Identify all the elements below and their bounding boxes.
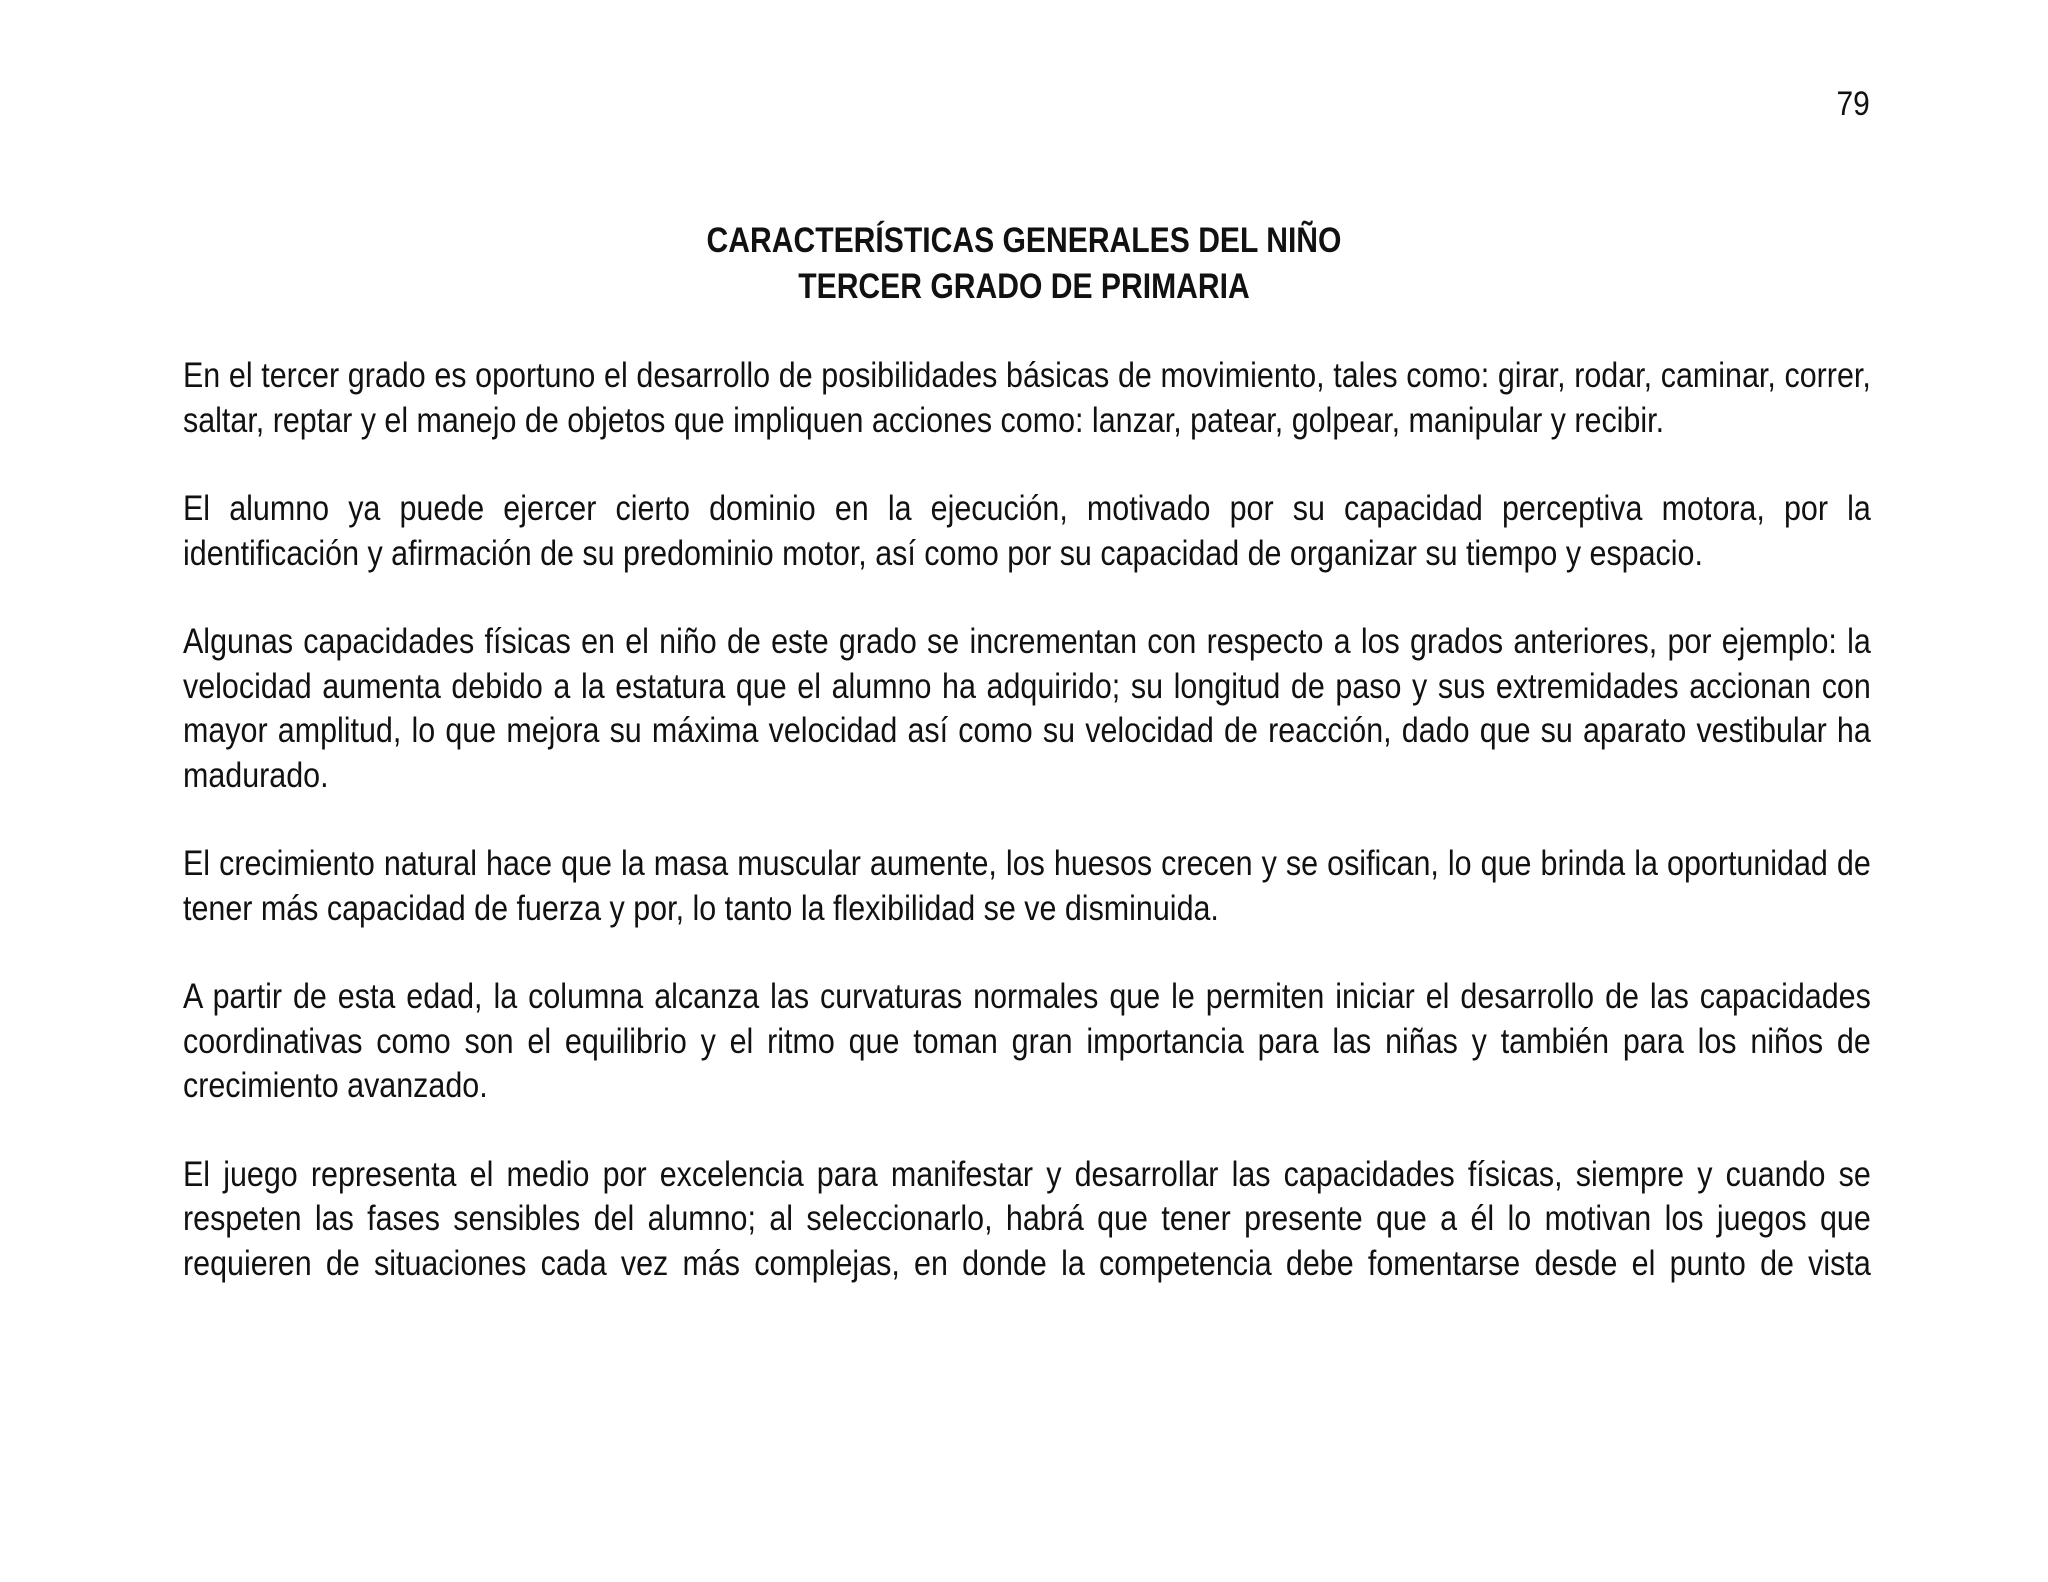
page-number: 79 — [1836, 85, 1870, 123]
paragraph-5 — [183, 975, 1871, 1109]
paragraph-6-text: El juego representa el medio por excelencia para manifestar y desarrollar las capacidades físicas, siempre y cuando se respeten las fases sensibles del alumno; al seleccionarlo, habrá que tener presente que a él lo motivan los juegos que requieren de situaciones cada vez más complejas, en donde la competencia debe fomentarse desde el punto de vista — [183, 1154, 1871, 1283]
paragraph-3-text: Algunas capacidades físicas en el niño de este grado se incrementan con respecto a los grados anteriores, por ejemplo: la velocidad aumenta debido a la estatura que el alumno ha adquirido; su longitud de paso y sus extremidades accionan con mayor amplitud, lo que mejora su máxima velocidad así como su velocidad de reacción, dado que su aparato vestibular ha madurado. — [183, 622, 1871, 795]
page-title — [0, 218, 2048, 310]
paragraph-2-text: El alumno ya puede ejercer cierto dominio en la ejecución, motivado por su capacidad perceptiva motora, por la identificación y afirmación de su predominio motor, así como por su capacidad de organizar su tiempo y espacio. — [183, 489, 1871, 573]
paragraph-3 — [183, 620, 1871, 798]
paragraph-5-text: A partir de esta edad, la columna alcanza las curvaturas normales que le permiten iniciar el desarrollo de las capacidades coordinativas como son el equilibrio y el ritmo que toman gran importancia para las niñas y también para los niños de crecimiento avanzado. — [183, 977, 1871, 1105]
paragraph-4-text: El crecimiento natural hace que la masa muscular aumente, los huesos crecen y se osifican, lo que brinda la oportunidad de tener más capacidad de fuerza y por, lo tanto la flexibilidad se ve disminuida. — [183, 844, 1871, 928]
paragraph-1-text: En el tercer grado es oportuno el desarrollo de posibilidades básicas de movimiento, tales como: girar, rodar, caminar, correr, saltar, reptar y el manejo de objetos que impliquen acciones como: lanzar, patear, golpear, manipular y recibir. — [183, 356, 1871, 440]
paragraph-1 — [183, 354, 1871, 443]
paragraph-2 — [183, 487, 1871, 576]
title-line-2: TERCER GRADO DE PRIMARIA — [798, 267, 1250, 306]
paragraph-4 — [183, 842, 1871, 931]
title-line-1: CARACTERÍSTICAS GENERALES DEL NIÑO — [706, 221, 1342, 260]
paragraph-6 — [183, 1153, 1871, 1287]
body-text — [183, 354, 1871, 1330]
